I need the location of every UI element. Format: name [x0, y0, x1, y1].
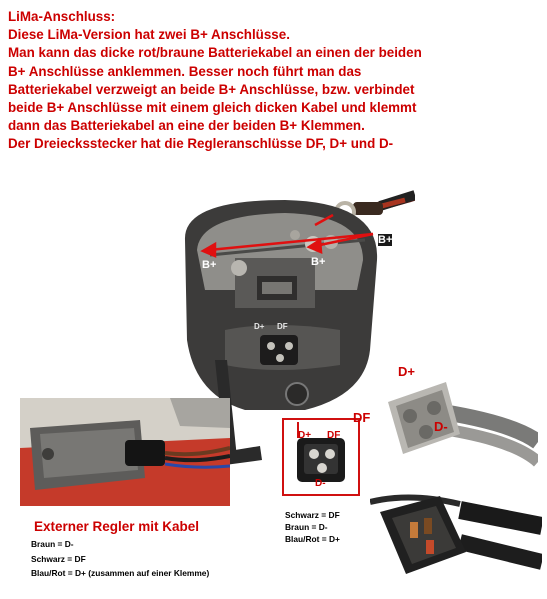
- plug-d-plus-label: D+: [398, 364, 415, 379]
- intro-line: Batteriekabel verzweigt an beide B+ Anschlüsse, bzw. verbindet: [8, 81, 415, 97]
- regulator-photo: [20, 398, 230, 506]
- inset-d-plus-label: D+: [298, 430, 312, 441]
- plug-legend-line: Schwarz = DF: [285, 510, 340, 520]
- plug-legend-line: Blau/Rot = D+: [285, 534, 340, 544]
- intro-line: Der Dreiecksstecker hat die Regleranschlüsse DF, D+ und D-: [8, 136, 394, 152]
- plug-photo: [368, 372, 538, 482]
- regulator-legend: [31, 537, 209, 581]
- intro-line: beide B+ Anschlüsse mit einem gleich dicken Kabel und klemmt: [8, 100, 417, 116]
- stamp-d-plus-label: D+: [254, 322, 265, 331]
- regulator-legend-line: Blau/Rot = D+ (zusammen auf einer Klemme): [31, 568, 210, 579]
- plug-legend: [285, 509, 340, 545]
- regulator-title: Externer Regler mit Kabel: [34, 519, 200, 534]
- inset-d-minus-label: D-: [315, 478, 326, 489]
- b-plus-mid-label: B+: [311, 256, 326, 268]
- intro-line: Diese LiMa-Version hat zwei B+ Anschlüsse.: [8, 27, 290, 43]
- intro-line: dann das Batteriekabel an eine der beiden B+ Klemmen.: [8, 118, 365, 134]
- plug-legend-line: Braun = D-: [285, 522, 328, 532]
- b-plus-left-label: B+: [202, 259, 217, 271]
- inset-df-label: DF: [327, 430, 341, 441]
- b-plus-right-label: B+: [378, 234, 393, 246]
- stamp-df-label: DF: [277, 322, 288, 331]
- regulator-legend-line: Schwarz = DF: [31, 553, 86, 564]
- intro-text: [8, 8, 543, 154]
- regulator-legend-line: Braun = D-: [31, 539, 74, 549]
- intro-line: LiMa-Anschluss:: [8, 9, 116, 24]
- connector-back-photo: [370, 482, 542, 582]
- intro-line: Man kann das dicke rot/braune Batteriekabel an einen der beiden: [8, 45, 422, 61]
- plug-df-label: DF: [353, 410, 371, 425]
- plug-d-minus-label: D-: [434, 419, 448, 434]
- intro-line: B+ Anschlüsse anklemmen. Besser noch führt man das: [8, 63, 362, 79]
